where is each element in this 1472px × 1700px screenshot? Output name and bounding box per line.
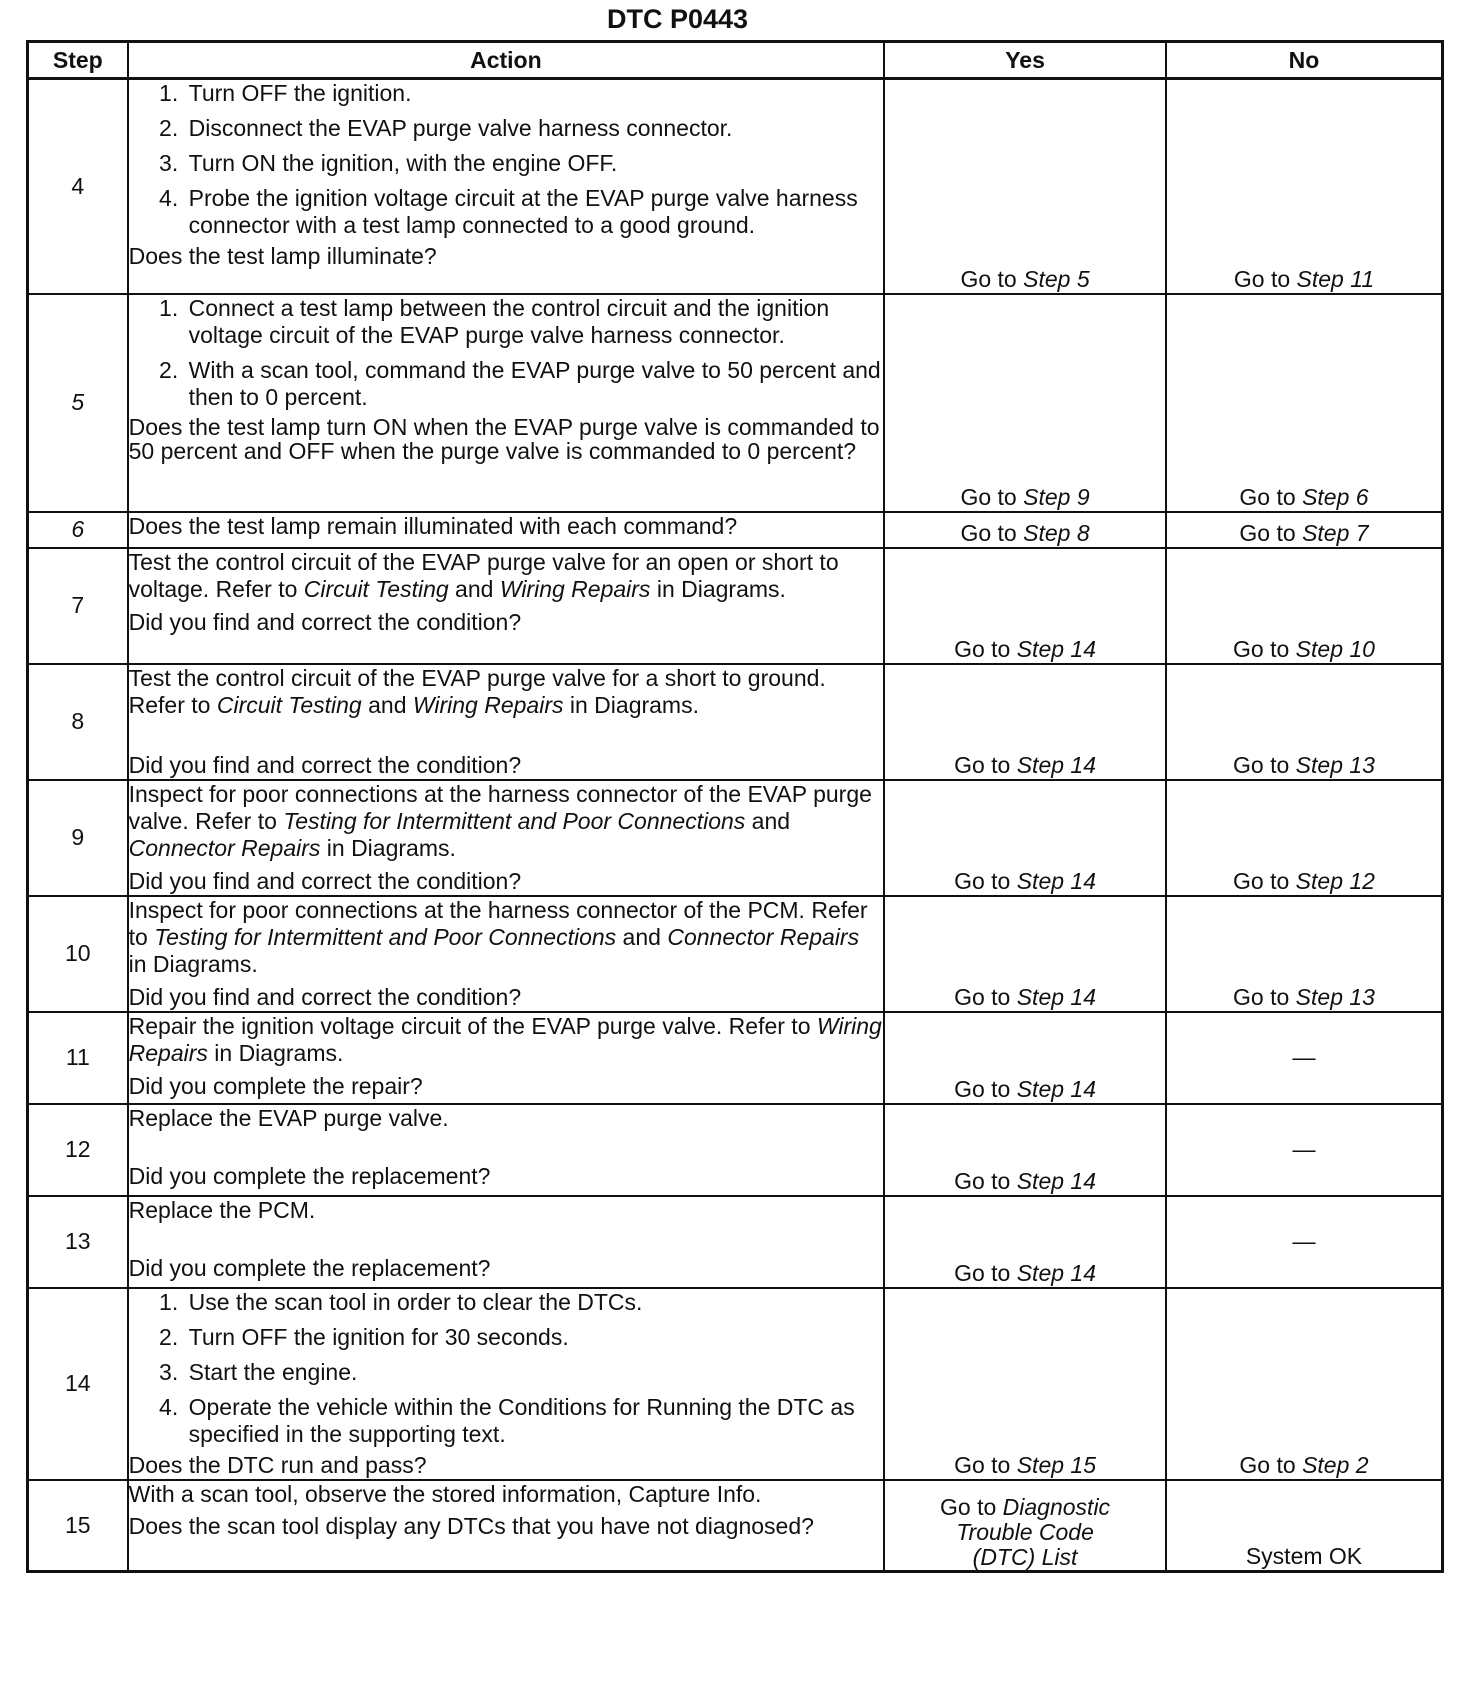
- action-question: Did you complete the replacement?: [128, 1162, 491, 1189]
- action-cell: [128, 896, 884, 1012]
- table-row: [28, 79, 1443, 294]
- goto-prefix: Go to: [960, 265, 1024, 292]
- action-list: [129, 80, 883, 239]
- action-text: [129, 781, 883, 862]
- yes-cell: [884, 1104, 1166, 1196]
- action-cell: [128, 1196, 884, 1288]
- goto-prefix: Go to: [960, 519, 1024, 546]
- step-link[interactable]: Step 9: [1023, 483, 1090, 510]
- action-cell: [128, 548, 884, 664]
- action-question: Did you complete the repair?: [128, 1072, 423, 1099]
- text-run: in Diagrams.: [650, 575, 786, 602]
- reference-link[interactable]: Wiring Repairs: [412, 691, 564, 718]
- text-run: in Diagrams.: [563, 691, 699, 718]
- table-row: [28, 1012, 1443, 1104]
- step-link[interactable]: Step 14: [1016, 983, 1097, 1010]
- action-list: [129, 1289, 883, 1448]
- reference-link[interactable]: Testing for Intermittent and Poor Connections: [154, 923, 617, 950]
- reference-link[interactable]: Circuit Testing: [303, 575, 449, 602]
- action-cell: [128, 79, 884, 294]
- action-cell: [128, 1480, 884, 1572]
- no-cell: [1166, 780, 1443, 896]
- step-number: 5: [28, 294, 128, 512]
- action-question: Does the test lamp remain illuminated with each command?: [128, 512, 738, 539]
- step-link[interactable]: Step 2: [1302, 1451, 1369, 1478]
- reference-link[interactable]: Connector Repairs: [128, 834, 321, 861]
- goto-prefix: Go to: [954, 867, 1017, 894]
- header-action: Action: [128, 42, 884, 79]
- goto-prefix: Go to: [1233, 983, 1296, 1010]
- step-link[interactable]: Step 14: [1016, 751, 1097, 778]
- list-item: 3. Turn ON the ignition, with the engine OFF.: [185, 150, 883, 177]
- action-list: [129, 295, 883, 411]
- action-cell: [128, 1104, 884, 1196]
- step-number: 14: [28, 1288, 128, 1480]
- no-cell: [1166, 896, 1443, 1012]
- list-item: 2. Turn OFF the ignition for 30 seconds.: [185, 1324, 883, 1351]
- step-link[interactable]: Step 10: [1295, 635, 1375, 662]
- step-link[interactable]: Step 15: [1016, 1451, 1097, 1478]
- action-question: Did you find and correct the condition?: [128, 867, 522, 894]
- step-link[interactable]: Step 14: [1016, 635, 1097, 662]
- no-cell: System OK: [1166, 1480, 1443, 1572]
- header-yes: Yes: [884, 42, 1166, 79]
- text-run: Test the control circuit of the EVAP purge valve for a short to ground. Refer to: [128, 664, 826, 718]
- yes-cell: [884, 1012, 1166, 1104]
- text-run: and: [361, 691, 413, 718]
- action-cell: [128, 780, 884, 896]
- no-cell: [1166, 548, 1443, 664]
- text-run: Repair the ignition voltage circuit of the EVAP purge valve. Refer to: [128, 1012, 817, 1039]
- text-run: and: [448, 575, 500, 602]
- action-cell: [128, 1288, 884, 1480]
- table-row: [28, 896, 1443, 1012]
- goto-prefix: Go to: [1233, 635, 1296, 662]
- text-run: and: [616, 923, 668, 950]
- yes-cell: [884, 896, 1166, 1012]
- text-run: in Diagrams.: [207, 1039, 344, 1066]
- goto-prefix: Go to: [954, 1167, 1017, 1194]
- yes-cell: [884, 1288, 1166, 1480]
- table-row: [28, 1480, 1443, 1572]
- step-link[interactable]: Step 6: [1302, 483, 1369, 510]
- goto-prefix: Go to: [1233, 265, 1297, 292]
- list-item: 1. Connect a test lamp between the control circuit and the ignition voltage circuit of the EVAP purge valve harness connector.: [185, 295, 883, 349]
- text-run: Test the control circuit of the EVAP purge valve for an open or short to voltage. Refer to: [128, 548, 839, 602]
- action-text: Replace the EVAP purge valve.: [128, 1104, 449, 1131]
- step-link[interactable]: Step 7: [1302, 519, 1369, 546]
- goto-prefix: Go to: [1239, 1451, 1303, 1478]
- no-cell: [1166, 512, 1443, 548]
- list-item: 2. Disconnect the EVAP purge valve harness connector.: [185, 115, 883, 142]
- list-item: 2. With a scan tool, command the EVAP purge valve to 50 percent and then to 0 percent.: [185, 357, 883, 411]
- step-link[interactable]: Step 5: [1023, 265, 1090, 292]
- diagnostic-table: [26, 40, 1444, 1573]
- yes-cell: [884, 512, 1166, 548]
- table-row: [28, 1104, 1443, 1196]
- reference-link[interactable]: Testing for Intermittent and Poor Connections: [283, 807, 746, 834]
- page-title: DTC P0443: [606, 4, 749, 34]
- list-item: 4. Operate the vehicle within the Conditions for Running the DTC as specified in the supporting text.: [185, 1394, 883, 1448]
- action-question: Did you find and correct the condition?: [128, 751, 522, 778]
- action-text: Replace the PCM.: [128, 1196, 316, 1223]
- goto-prefix: Go to: [954, 751, 1017, 778]
- goto-prefix: Go to: [954, 983, 1017, 1010]
- table-row: [28, 294, 1443, 512]
- step-number: 6: [28, 512, 128, 548]
- yes-cell: [884, 548, 1166, 664]
- action-question: Does the test lamp illuminate?: [128, 243, 437, 269]
- header-step: Step: [28, 42, 128, 79]
- goto-prefix: Go to: [1233, 867, 1296, 894]
- action-question: Does the test lamp turn ON when the EVAP purge valve is commanded to 50 percent and OFF when the purge valve is commanded to 0 percent?: [128, 413, 880, 464]
- no-cell: [1166, 664, 1443, 780]
- action-text: [129, 549, 883, 603]
- table-header-row: [28, 42, 1443, 79]
- yes-cell: [884, 780, 1166, 896]
- text-run: Inspect for poor connections at the harness connector of the EVAP purge valve. Refer to: [128, 780, 872, 834]
- step-number: 13: [28, 1196, 128, 1288]
- text-run: in Diagrams.: [320, 834, 456, 861]
- action-cell: [128, 664, 884, 780]
- table-row: [28, 512, 1443, 548]
- no-cell: —: [1166, 1196, 1443, 1288]
- text-run: and: [745, 807, 791, 834]
- reference-link[interactable]: Circuit Testing: [216, 691, 362, 718]
- goto-prefix: Go to: [954, 1259, 1017, 1286]
- step-link[interactable]: Step 14: [1016, 1167, 1097, 1194]
- yes-cell: [884, 1480, 1166, 1572]
- table-row: [28, 548, 1443, 664]
- list-item: 1. Turn OFF the ignition.: [185, 80, 883, 107]
- no-cell: [1166, 1288, 1443, 1480]
- yes-cell: [884, 294, 1166, 512]
- step-number: 8: [28, 664, 128, 780]
- text-run: Inspect for poor connections at the harness connector of the PCM. Refer to: [128, 896, 868, 950]
- action-question: Did you complete the replacement?: [128, 1254, 491, 1281]
- action-question: Did you find and correct the condition?: [128, 608, 522, 635]
- table-row: [28, 1288, 1443, 1480]
- action-question: Does the scan tool display any DTCs that you have not diagnosed?: [128, 1512, 814, 1539]
- action-cell: [128, 294, 884, 512]
- action-text: [129, 1013, 883, 1067]
- action-question: Did you find and correct the condition?: [128, 983, 522, 1010]
- step-number: 4: [28, 79, 128, 294]
- step-link[interactable]: Step 14: [1016, 1259, 1097, 1286]
- header-no: No: [1166, 42, 1443, 79]
- step-number: 12: [28, 1104, 128, 1196]
- action-text: With a scan tool, observe the stored information, Capture Info.: [128, 1480, 762, 1507]
- step-link[interactable]: Step 11: [1296, 265, 1375, 292]
- reference-link[interactable]: Wiring Repairs: [128, 1012, 882, 1066]
- step-link[interactable]: Step 14: [1016, 1075, 1097, 1102]
- action-text: [129, 665, 883, 719]
- action-text: [129, 897, 883, 978]
- text-run: in Diagrams.: [128, 950, 258, 977]
- table-row: [28, 780, 1443, 896]
- step-number: 11: [28, 1012, 128, 1104]
- step-link[interactable]: Step 13: [1295, 983, 1375, 1010]
- step-number: 10: [28, 896, 128, 1012]
- reference-link[interactable]: Connector Repairs: [667, 923, 860, 950]
- yes-cell: [884, 664, 1166, 780]
- list-item: 4. Probe the ignition voltage circuit at the EVAP purge valve harness connector with a test lamp connected to a good ground.: [185, 185, 883, 239]
- action-cell: [128, 512, 884, 548]
- action-question: Does the DTC run and pass?: [128, 1451, 427, 1478]
- goto-prefix: Go to: [940, 1494, 1003, 1520]
- goto-prefix: Go to: [960, 483, 1024, 510]
- action-cell: [128, 1012, 884, 1104]
- step-link[interactable]: Step 14: [1016, 867, 1097, 894]
- no-cell: —: [1166, 1104, 1443, 1196]
- step-number: 7: [28, 548, 128, 664]
- list-item: 3. Start the engine.: [185, 1359, 883, 1386]
- goto-prefix: Go to: [1239, 519, 1303, 546]
- goto-prefix: Go to: [954, 1451, 1017, 1478]
- table-row: [28, 664, 1443, 780]
- goto-prefix: Go to: [954, 1075, 1017, 1102]
- list-item: 1. Use the scan tool in order to clear the DTCs.: [185, 1289, 883, 1316]
- table-row: [28, 1196, 1443, 1288]
- step-link[interactable]: Step 13: [1295, 751, 1375, 778]
- no-cell: [1166, 79, 1443, 294]
- yes-cell: [884, 1196, 1166, 1288]
- goto-prefix: Go to: [1239, 483, 1303, 510]
- no-cell: [1166, 294, 1443, 512]
- step-link[interactable]: Step 8: [1023, 519, 1090, 546]
- yes-cell: [884, 79, 1166, 294]
- goto-prefix: Go to: [1233, 751, 1296, 778]
- step-number: 15: [28, 1480, 128, 1572]
- step-link[interactable]: Step 12: [1295, 867, 1375, 894]
- diagnostic-list-link[interactable]: Diagnostic Trouble Code (DTC) List: [956, 1494, 1111, 1570]
- step-number: 9: [28, 780, 128, 896]
- reference-link[interactable]: Wiring Repairs: [499, 575, 651, 602]
- no-cell: —: [1166, 1012, 1443, 1104]
- goto-prefix: Go to: [954, 635, 1017, 662]
